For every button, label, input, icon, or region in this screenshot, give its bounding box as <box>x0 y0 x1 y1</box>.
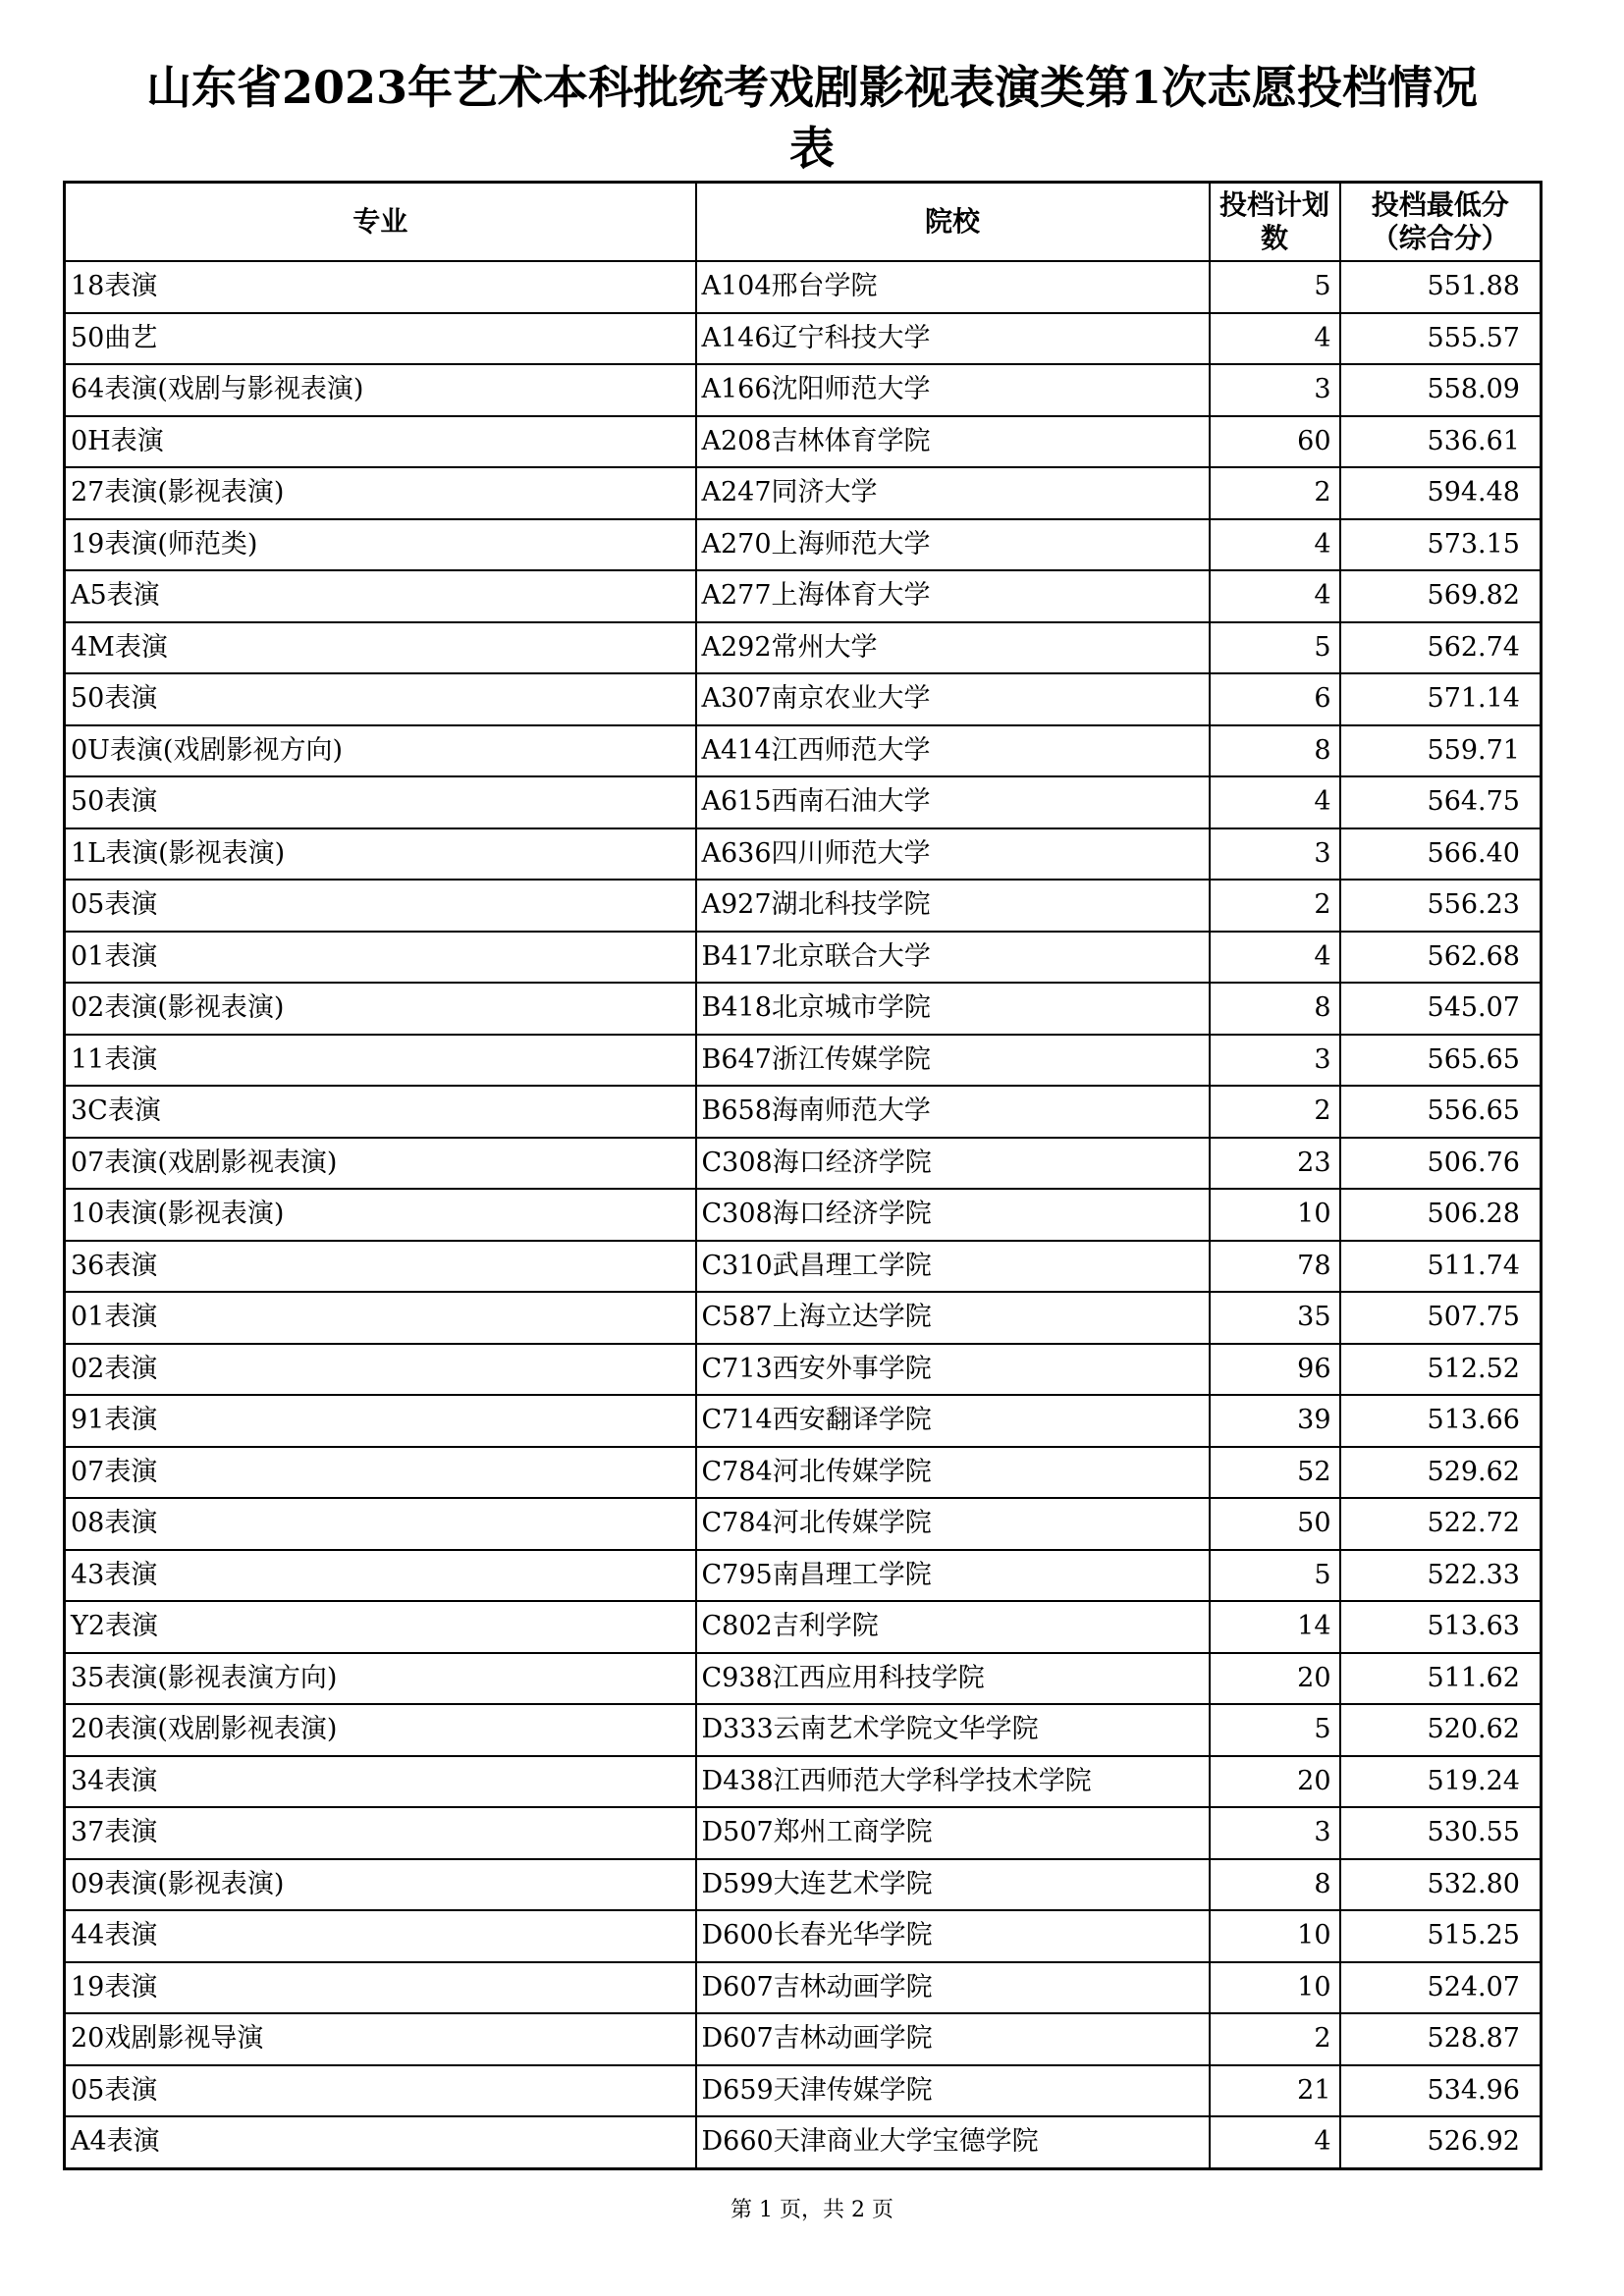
table-row <box>65 1910 1542 1962</box>
cell-score: 512.52 <box>1340 1344 1542 1396</box>
cell-major: 01表演 <box>65 932 696 984</box>
cell-school: A146辽宁科技大学 <box>696 313 1210 365</box>
cell-major: 20表演(戏剧影视表演) <box>65 1704 696 1756</box>
cell-school: D438江西师范大学科学技术学院 <box>696 1756 1210 1808</box>
cell-major: 27表演(影视表演) <box>65 467 696 519</box>
cell-plan: 4 <box>1210 776 1340 828</box>
cell-major: 91表演 <box>65 1395 696 1447</box>
cell-plan: 2 <box>1210 2013 1340 2065</box>
cell-school: A166沈阳师范大学 <box>696 364 1210 416</box>
cell-school: B647浙江传媒学院 <box>696 1035 1210 1087</box>
cell-score: 507.75 <box>1340 1292 1542 1344</box>
cell-major: 1L表演(影视表演) <box>65 828 696 881</box>
cell-score: 528.87 <box>1340 2013 1542 2065</box>
cell-score: 571.14 <box>1340 673 1542 725</box>
cell-plan: 60 <box>1210 416 1340 468</box>
cell-school: C714西安翻译学院 <box>696 1395 1210 1447</box>
table-row <box>65 1498 1542 1550</box>
table-row <box>65 570 1542 622</box>
table-row <box>65 1035 1542 1087</box>
cell-plan: 10 <box>1210 1189 1340 1241</box>
cell-plan: 3 <box>1210 1807 1340 1859</box>
table-row <box>65 1189 1542 1241</box>
header-school: 院校 <box>696 183 1210 262</box>
cell-plan: 8 <box>1210 1859 1340 1911</box>
cell-plan: 3 <box>1210 364 1340 416</box>
cell-plan: 23 <box>1210 1138 1340 1190</box>
cell-score: 526.92 <box>1340 2116 1542 2168</box>
cell-score: 511.62 <box>1340 1653 1542 1705</box>
cell-school: C308海口经济学院 <box>696 1138 1210 1190</box>
cell-plan: 4 <box>1210 313 1340 365</box>
cell-school: A208吉林体育学院 <box>696 416 1210 468</box>
cell-major: 50表演 <box>65 776 696 828</box>
cell-plan: 5 <box>1210 1550 1340 1602</box>
cell-plan: 39 <box>1210 1395 1340 1447</box>
cell-plan: 52 <box>1210 1447 1340 1499</box>
table-row <box>65 673 1542 725</box>
cell-score: 515.25 <box>1340 1910 1542 1962</box>
cell-plan: 3 <box>1210 828 1340 881</box>
cell-school: C587上海立达学院 <box>696 1292 1210 1344</box>
cell-school: D333云南艺术学院文华学院 <box>696 1704 1210 1756</box>
cell-major: 0U表演(戏剧影视方向) <box>65 725 696 777</box>
table-row <box>65 1344 1542 1396</box>
cell-major: 05表演 <box>65 2065 696 2117</box>
table-row <box>65 725 1542 777</box>
cell-school: C938江西应用科技学院 <box>696 1653 1210 1705</box>
table-row <box>65 1241 1542 1293</box>
cell-major: 50曲艺 <box>65 313 696 365</box>
cell-school: A636四川师范大学 <box>696 828 1210 881</box>
cell-school: D507郑州工商学院 <box>696 1807 1210 1859</box>
cell-plan: 10 <box>1210 1910 1340 1962</box>
cell-plan: 35 <box>1210 1292 1340 1344</box>
cell-major: 35表演(影视表演方向) <box>65 1653 696 1705</box>
cell-score: 559.71 <box>1340 725 1542 777</box>
cell-score: 569.82 <box>1340 570 1542 622</box>
cell-major: 3C表演 <box>65 1086 696 1138</box>
cell-plan: 21 <box>1210 2065 1340 2117</box>
cell-score: 520.62 <box>1340 1704 1542 1756</box>
cell-major: 34表演 <box>65 1756 696 1808</box>
table-row <box>65 1962 1542 2014</box>
table-row <box>65 467 1542 519</box>
cell-major: 11表演 <box>65 1035 696 1087</box>
cell-score: 513.63 <box>1340 1601 1542 1653</box>
cell-major: 37表演 <box>65 1807 696 1859</box>
cell-score: 522.72 <box>1340 1498 1542 1550</box>
cell-score: 506.28 <box>1340 1189 1542 1241</box>
header-score <box>1340 183 1542 262</box>
cell-plan: 2 <box>1210 1086 1340 1138</box>
cell-school: C310武昌理工学院 <box>696 1241 1210 1293</box>
cell-plan: 78 <box>1210 1241 1340 1293</box>
cell-major: 07表演 <box>65 1447 696 1499</box>
cell-plan: 10 <box>1210 1962 1340 2014</box>
cell-school: B417北京联合大学 <box>696 932 1210 984</box>
header-score-line1: 投档最低分 <box>1371 188 1509 221</box>
cell-school: A307南京农业大学 <box>696 673 1210 725</box>
cell-score: 558.09 <box>1340 364 1542 416</box>
cell-school: A247同济大学 <box>696 467 1210 519</box>
cell-school: B418北京城市学院 <box>696 983 1210 1035</box>
table-row <box>65 2116 1542 2168</box>
admission-table <box>63 181 1543 2170</box>
cell-school: C795南昌理工学院 <box>696 1550 1210 1602</box>
table-body <box>65 261 1542 2168</box>
cell-school: A270上海师范大学 <box>696 519 1210 571</box>
cell-plan: 20 <box>1210 1756 1340 1808</box>
cell-major: 18表演 <box>65 261 696 313</box>
table-row <box>65 622 1542 674</box>
cell-plan: 8 <box>1210 725 1340 777</box>
header-major: 专业 <box>65 183 696 262</box>
cell-major: 01表演 <box>65 1292 696 1344</box>
cell-score: 530.55 <box>1340 1807 1542 1859</box>
cell-score: 573.15 <box>1340 519 1542 571</box>
cell-major: 09表演(影视表演) <box>65 1859 696 1911</box>
cell-school: D607吉林动画学院 <box>696 1962 1210 2014</box>
cell-major: 02表演 <box>65 1344 696 1396</box>
cell-major: 44表演 <box>65 1910 696 1962</box>
cell-plan: 14 <box>1210 1601 1340 1653</box>
page-title <box>0 57 1624 179</box>
table-header-row <box>65 183 1542 262</box>
cell-plan: 8 <box>1210 983 1340 1035</box>
cell-major: 36表演 <box>65 1241 696 1293</box>
cell-plan: 50 <box>1210 1498 1340 1550</box>
cell-score: 562.74 <box>1340 622 1542 674</box>
cell-plan: 2 <box>1210 467 1340 519</box>
cell-school: D600长春光华学院 <box>696 1910 1210 1962</box>
table-row <box>65 2013 1542 2065</box>
cell-school: D659天津传媒学院 <box>696 2065 1210 2117</box>
table-row <box>65 1756 1542 1808</box>
cell-school: C308海口经济学院 <box>696 1189 1210 1241</box>
cell-score: 556.65 <box>1340 1086 1542 1138</box>
cell-major: 08表演 <box>65 1498 696 1550</box>
cell-score: 532.80 <box>1340 1859 1542 1911</box>
cell-plan: 3 <box>1210 1035 1340 1087</box>
table-row <box>65 1550 1542 1602</box>
cell-score: 513.66 <box>1340 1395 1542 1447</box>
cell-major: A5表演 <box>65 570 696 622</box>
cell-major: 02表演(影视表演) <box>65 983 696 1035</box>
cell-school: D660天津商业大学宝德学院 <box>696 2116 1210 2168</box>
cell-score: 594.48 <box>1340 467 1542 519</box>
table-row <box>65 1395 1542 1447</box>
table-row <box>65 1292 1542 1344</box>
cell-major: 07表演(戏剧影视表演) <box>65 1138 696 1190</box>
table-row <box>65 828 1542 881</box>
cell-school: A414江西师范大学 <box>696 725 1210 777</box>
cell-major: 19表演 <box>65 1962 696 2014</box>
cell-major: 19表演(师范类) <box>65 519 696 571</box>
table-row <box>65 1601 1542 1653</box>
cell-major: 0H表演 <box>65 416 696 468</box>
cell-plan: 4 <box>1210 932 1340 984</box>
table-row <box>65 1138 1542 1190</box>
cell-school: C713西安外事学院 <box>696 1344 1210 1396</box>
cell-score: 529.62 <box>1340 1447 1542 1499</box>
cell-school: D599大连艺术学院 <box>696 1859 1210 1911</box>
table-row <box>65 261 1542 313</box>
cell-major: 10表演(影视表演) <box>65 1189 696 1241</box>
table-row <box>65 1447 1542 1499</box>
cell-major: 20戏剧影视导演 <box>65 2013 696 2065</box>
table-row <box>65 313 1542 365</box>
table-row <box>65 519 1542 571</box>
cell-score: 564.75 <box>1340 776 1542 828</box>
cell-major: 05表演 <box>65 880 696 932</box>
table-row <box>65 416 1542 468</box>
cell-score: 566.40 <box>1340 828 1542 881</box>
cell-major: 50表演 <box>65 673 696 725</box>
cell-score: 555.57 <box>1340 313 1542 365</box>
cell-plan: 20 <box>1210 1653 1340 1705</box>
title-line-1: 山东省2023年艺术本科批统考戏剧影视表演类第1次志愿投档情况 <box>145 61 1479 114</box>
cell-score: 536.61 <box>1340 416 1542 468</box>
table-row <box>65 1704 1542 1756</box>
cell-score: 534.96 <box>1340 2065 1542 2117</box>
cell-school: C784河北传媒学院 <box>696 1447 1210 1499</box>
table-row <box>65 364 1542 416</box>
cell-score: 524.07 <box>1340 1962 1542 2014</box>
cell-major: Y2表演 <box>65 1601 696 1653</box>
table-row <box>65 1859 1542 1911</box>
cell-plan: 5 <box>1210 622 1340 674</box>
cell-school: A927湖北科技学院 <box>696 880 1210 932</box>
table-row <box>65 776 1542 828</box>
table-row <box>65 1653 1542 1705</box>
table-row <box>65 880 1542 932</box>
header-score-line2: （综合分） <box>1371 222 1509 254</box>
title-line-2: 表 <box>789 122 835 175</box>
cell-school: B658海南师范大学 <box>696 1086 1210 1138</box>
cell-score: 551.88 <box>1340 261 1542 313</box>
table-row <box>65 1086 1542 1138</box>
header-plan: 投档计划数 <box>1210 183 1340 262</box>
cell-score: 511.74 <box>1340 1241 1542 1293</box>
cell-score: 556.23 <box>1340 880 1542 932</box>
cell-plan: 6 <box>1210 673 1340 725</box>
cell-major: A4表演 <box>65 2116 696 2168</box>
cell-plan: 5 <box>1210 261 1340 313</box>
cell-major: 4M表演 <box>65 622 696 674</box>
page-footer: 第 1 页，共 2 页 <box>731 2198 893 2222</box>
cell-plan: 4 <box>1210 519 1340 571</box>
cell-plan: 4 <box>1210 570 1340 622</box>
cell-major: 64表演(戏剧与影视表演) <box>65 364 696 416</box>
cell-school: A615西南石油大学 <box>696 776 1210 828</box>
cell-plan: 2 <box>1210 880 1340 932</box>
cell-plan: 4 <box>1210 2116 1340 2168</box>
cell-plan: 5 <box>1210 1704 1340 1756</box>
cell-school: C784河北传媒学院 <box>696 1498 1210 1550</box>
cell-score: 519.24 <box>1340 1756 1542 1808</box>
cell-score: 522.33 <box>1340 1550 1542 1602</box>
cell-score: 562.68 <box>1340 932 1542 984</box>
cell-school: A104邢台学院 <box>696 261 1210 313</box>
cell-school: D607吉林动画学院 <box>696 2013 1210 2065</box>
table-row <box>65 932 1542 984</box>
cell-score: 565.65 <box>1340 1035 1542 1087</box>
cell-plan: 96 <box>1210 1344 1340 1396</box>
table-row <box>65 2065 1542 2117</box>
table-row <box>65 983 1542 1035</box>
cell-school: A292常州大学 <box>696 622 1210 674</box>
cell-score: 545.07 <box>1340 983 1542 1035</box>
cell-school: C802吉利学院 <box>696 1601 1210 1653</box>
cell-school: A277上海体育大学 <box>696 570 1210 622</box>
cell-score: 506.76 <box>1340 1138 1542 1190</box>
table-row <box>65 1807 1542 1859</box>
cell-major: 43表演 <box>65 1550 696 1602</box>
